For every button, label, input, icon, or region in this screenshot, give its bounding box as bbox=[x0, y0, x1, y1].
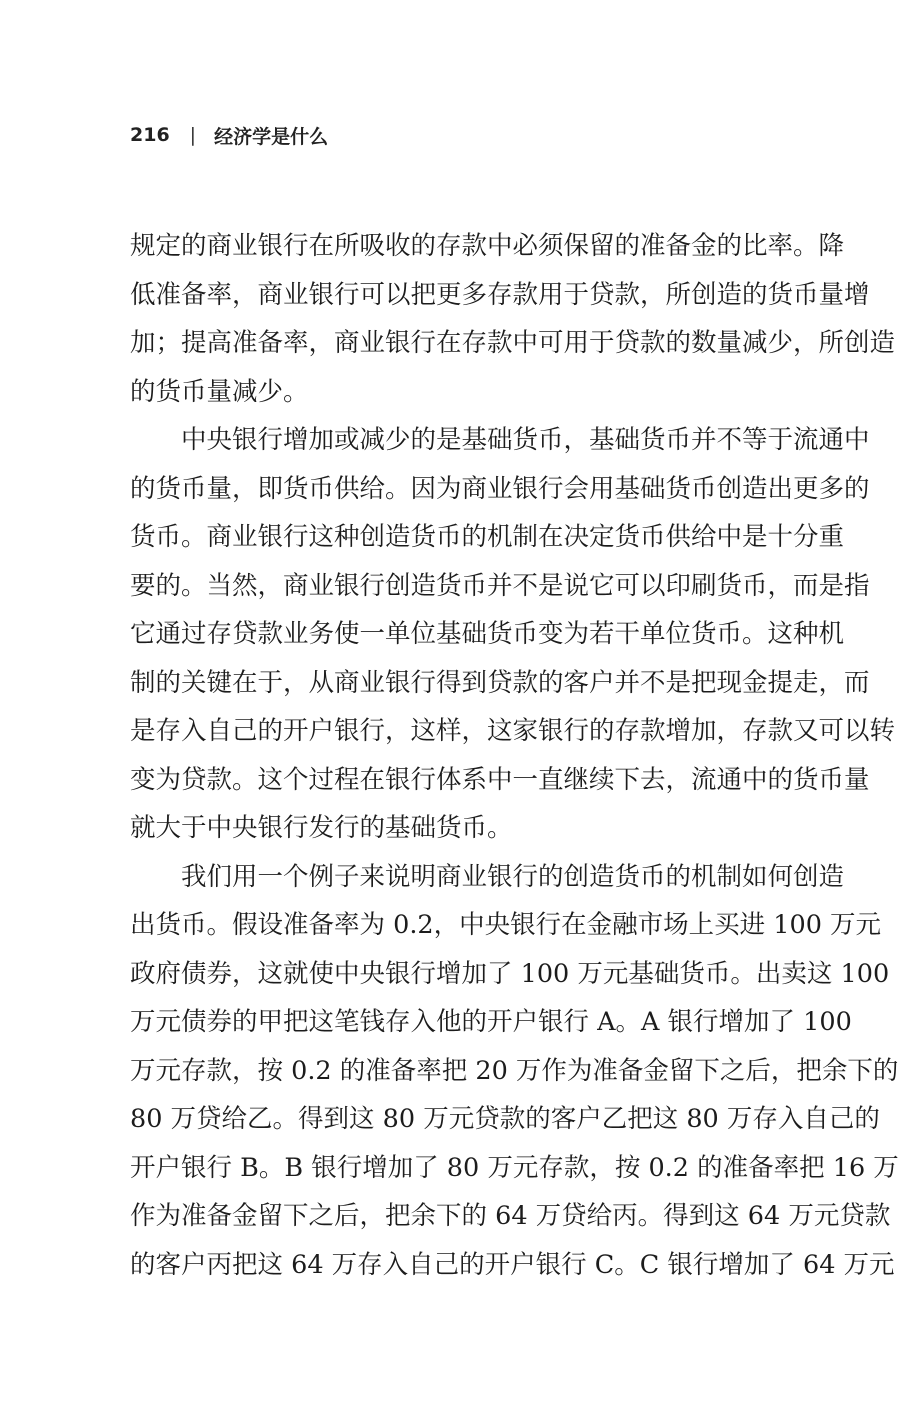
text-line: 低准备率，商业银行可以把更多存款用于贷款，所创造的货币量增 bbox=[130, 279, 870, 310]
text-line: 开户银行 B。B 银行增加了 80 万元存款，按 0.2 的准备率把 16 万 bbox=[130, 1152, 899, 1183]
text-line: 就大于中央银行发行的基础货币。 bbox=[130, 813, 513, 843]
text-line: 我们用一个例子来说明商业银行的创造货币的机制如何创造 bbox=[181, 861, 845, 892]
running-header bbox=[130, 118, 328, 152]
text-line: 要的。当然，商业银行创造货币并不是说它可以印刷货币，而是指 bbox=[130, 570, 870, 601]
text-line: 加；提高准备率，商业银行在存款中可用于贷款的数量减少，所创造 bbox=[130, 328, 896, 358]
text-line: 的货币量，即货币供给。因为商业银行会用基础货币创造出更多的 bbox=[130, 473, 870, 504]
paragraph bbox=[130, 853, 899, 1290]
page-number: 216 bbox=[130, 124, 170, 146]
text-line: 中央银行增加或减少的是基础货币，基础货币并不等于流通中 bbox=[181, 425, 870, 455]
text-line: 政府债券，这就使中央银行增加了 100 万元基础货币。出卖这 100 bbox=[130, 958, 890, 989]
text-line: 规定的商业银行在所吸收的存款中必须保留的准备金的比率。降 bbox=[130, 231, 845, 261]
text-line: 变为贷款。这个过程在银行体系中一直继续下去，流通中的货币量 bbox=[130, 764, 870, 795]
text-line: 它通过存贷款业务使一单位基础货币变为若干单位货币。这种机 bbox=[130, 619, 845, 649]
paragraph bbox=[130, 416, 896, 853]
text-line: 80 万贷给乙。得到这 80 万元贷款的客户乙把这 80 万存入自己的 bbox=[130, 1104, 880, 1134]
text-line: 的客户丙把这 64 万存入自己的开户银行 C。C 银行增加了 64 万元 bbox=[130, 1249, 895, 1280]
text-line: 是存入自己的开户银行，这样，这家银行的存款增加，存款又可以转 bbox=[130, 716, 896, 746]
text-line: 作为准备金留下之后，把余下的 64 万贷给丙。得到这 64 万元贷款 bbox=[130, 1201, 891, 1231]
book-title: 经济学是什么 bbox=[214, 125, 329, 148]
header-separator: | bbox=[189, 124, 197, 146]
paragraph bbox=[130, 222, 896, 416]
text-line: 货币。商业银行这种创造货币的机制在决定货币供给中是十分重 bbox=[130, 522, 845, 552]
text-line: 万元存款，按 0.2 的准备率把 20 万作为准备金留下之后，把余下的 bbox=[130, 1055, 899, 1086]
text-line: 出货币。假设准备率为 0.2，中央银行在金融市场上买进 100 万元 bbox=[130, 910, 882, 940]
body-text bbox=[130, 222, 899, 1289]
text-line: 制的关键在于，从商业银行得到贷款的客户并不是把现金提走，而 bbox=[130, 667, 870, 698]
text-line: 的货币量减少。 bbox=[130, 376, 309, 407]
text-line: 万元债券的甲把这笔钱存入他的开户银行 A。A 银行增加了 100 bbox=[130, 1007, 852, 1037]
